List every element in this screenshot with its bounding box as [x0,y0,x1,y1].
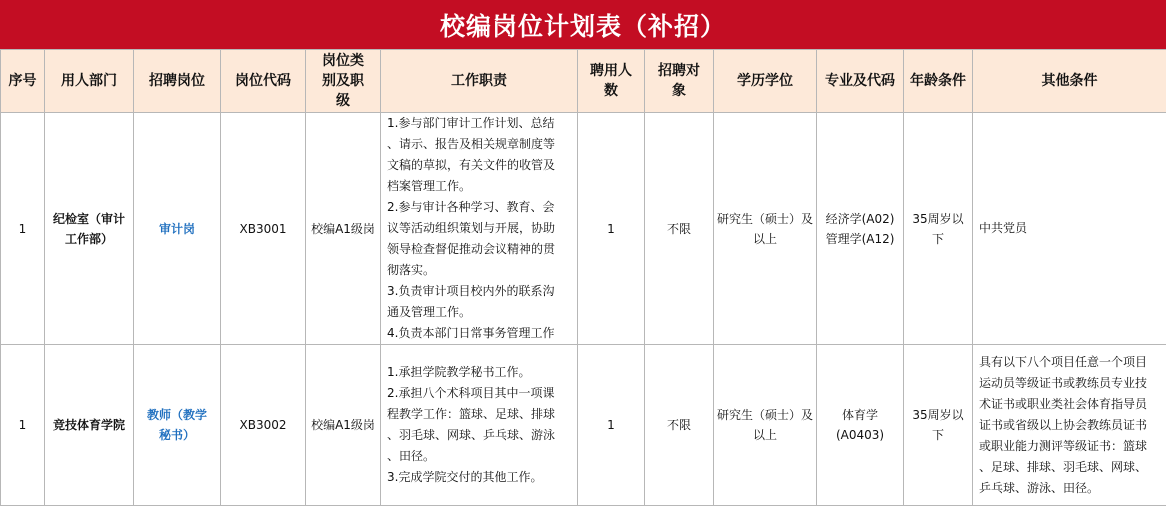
table-row [1,345,1166,506]
duty-line: 1.参与部门审计工作计划、总结 [387,113,571,134]
duty-line: 通及管理工作。 [387,302,571,323]
other-line: 运动员等级证书或教练员专业技 [979,373,1160,394]
duty-line: 文稿的草拟，有关文件的收管及 [387,155,571,176]
duty-line: 议等活动组织策划与开展，协助 [387,218,571,239]
cell-age: 35周岁以下 [904,345,973,506]
cell-other: 中共党员 [973,113,1166,345]
header-other: 其他条件 [973,50,1166,113]
cell-headcount: 1 [578,113,645,345]
header-target: 招聘对象 [645,50,714,113]
header-headcount: 聘用人数 [578,50,645,113]
cell-position: 审计岗 [134,113,221,345]
header-age: 年龄条件 [904,50,973,113]
cell-category: 校编A1级岗 [306,113,381,345]
duty-line: 2.参与审计各种学习、教育、会 [387,197,571,218]
cell-degree: 研究生（硕士）及以上 [714,345,817,506]
major-line: 体育学 [820,405,900,425]
duty-line: 3.负责审计项目校内外的联系沟 [387,281,571,302]
cell-index: 1 [1,113,45,345]
duty-line: 、羽毛球、网球、乒乓球、游泳 [387,425,571,446]
header-department: 用人部门 [45,50,134,113]
other-line: 乒乓球、游泳、田径。 [979,478,1160,499]
position-plan-table [0,49,1166,506]
major-line: 管理学(A12) [820,229,900,249]
duty-line: 1.承担学院教学秘书工作。 [387,362,571,383]
cell-duties [381,113,578,345]
cell-category: 校编A1级岗 [306,345,381,506]
cell-code: XB3002 [221,345,306,506]
cell-headcount: 1 [578,345,645,506]
duty-line: 彻落实。 [387,260,571,281]
header-degree: 学历学位 [714,50,817,113]
other-line: 证书或省级以上协会教练员证书 [979,415,1160,436]
duty-line: 2.承担八个术科项目其中一项课 [387,383,571,404]
duty-line: 、田径。 [387,446,571,467]
header-position: 招聘岗位 [134,50,221,113]
page-title: 校编岗位计划表（补招） [0,0,1166,49]
major-line: (A0403) [820,425,900,445]
header-code: 岗位代码 [221,50,306,113]
duty-line: 3.完成学院交付的其他工作。 [387,467,571,488]
cell-degree: 研究生（硕士）及以上 [714,113,817,345]
other-line: 、足球、排球、羽毛球、网球、 [979,457,1160,478]
other-line: 或职业能力测评等级证书：篮球 [979,436,1160,457]
duty-line: 4.负责本部门日常事务管理工作 [387,323,571,344]
cell-code: XB3001 [221,113,306,345]
major-line: 经济学(A02) [820,209,900,229]
cell-index: 1 [1,345,45,506]
header-category: 岗位类别及职级 [306,50,381,113]
cell-department: 纪检室（审计工作部） [45,113,134,345]
table-row [1,113,1166,345]
other-line: 具有以下八个项目任意一个项目 [979,352,1160,373]
header-duties: 工作职责 [381,50,578,113]
cell-age: 35周岁以下 [904,113,973,345]
cell-target: 不限 [645,345,714,506]
cell-position: 教师（教学秘书） [134,345,221,506]
cell-department: 竞技体育学院 [45,345,134,506]
cell-other [973,345,1166,506]
duty-line: 、请示、报告及相关规章制度等 [387,134,571,155]
header-index: 序号 [1,50,45,113]
duty-line: 档案管理工作。 [387,176,571,197]
cell-major [817,345,904,506]
cell-target: 不限 [645,113,714,345]
header-major: 专业及代码 [817,50,904,113]
cell-duties [381,345,578,506]
other-line: 术证书或职业类社会体育指导员 [979,394,1160,415]
cell-major [817,113,904,345]
table-header-row [1,50,1166,113]
duty-line: 领导检查督促推动会议精神的贯 [387,239,571,260]
duty-line: 程教学工作：篮球、足球、排球 [387,404,571,425]
